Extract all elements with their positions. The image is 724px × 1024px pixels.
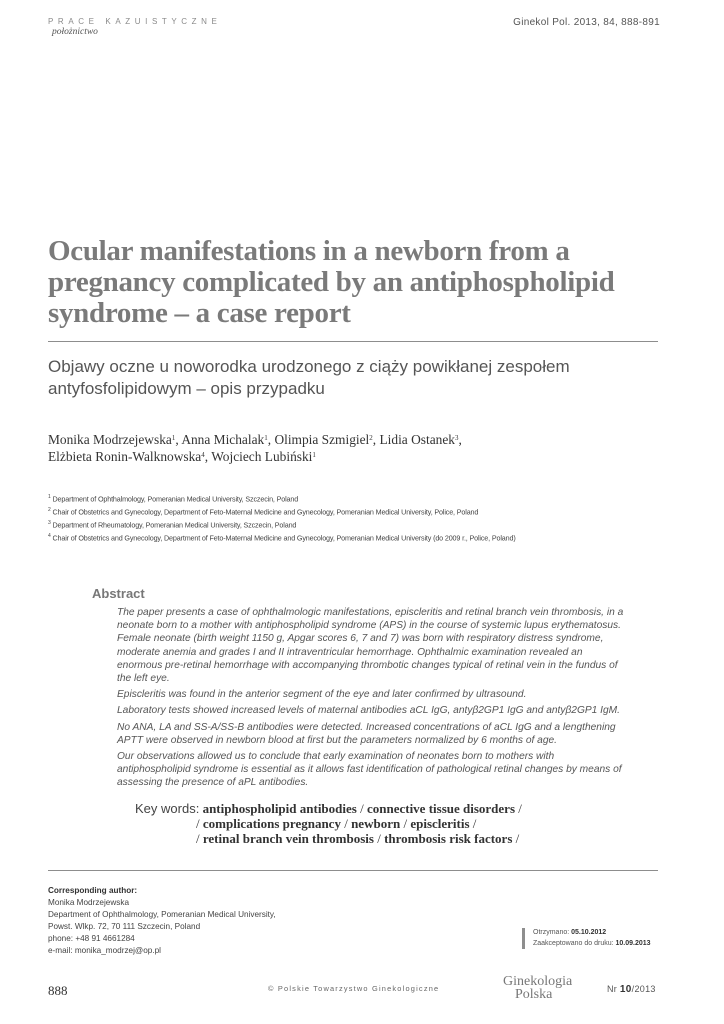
- abstract-body: [117, 606, 627, 793]
- abstract-paragraph: No ANA, LA and SS-A/SS-B antibodies were detected. Increased concentrations of aCL IgG and a lengthening APTT were observed in newborn blood at first but the parameters normalized by 6 months of age.: [117, 721, 616, 746]
- author-name: Lidia Ostanek: [379, 432, 455, 447]
- author-name: Olimpia Szmigiel: [274, 432, 370, 447]
- keyword: episcleritis: [410, 816, 470, 831]
- keywords: Key words: antiphospholipid antibodies / connective tissue disorders / / complications pregnancy / newborn / episcleritis / / retinal branch vein thrombosis / thrombosis risk factors /: [135, 801, 522, 846]
- accepted-date: 10.09.2013: [615, 939, 651, 947]
- corresponding-heading: Corresponding author:: [48, 886, 138, 895]
- affiliation-item: $^4$ Chair of Obstetrics and Gynecology, Department of Feto-Maternal Medicine and Gynecology, Pomeranian Medical University (do 2009 r., Police, Poland): [48, 532, 516, 543]
- author-affiliation-mark: 1: [264, 434, 268, 442]
- keyword: complications pregnancy: [202, 816, 341, 831]
- footer-divider: [48, 870, 658, 871]
- author-affiliation-mark: 4: [201, 451, 205, 459]
- copyright-notice: © Polskie Towarzystwo Ginekologiczne: [268, 984, 440, 993]
- author-name: Elżbieta Ronin-Walknowska: [48, 449, 202, 464]
- issue-number: Nr 10/2013: [607, 984, 656, 995]
- section-label: PRACE KAZUISTYCZNE: [48, 17, 222, 26]
- author-affiliation-mark: 3: [454, 434, 459, 442]
- article-subtitle: Objawy oczne u noworodka urodzonego z ciąży powikłanej zespołem antyfosfolipidowym – opis przypadku: [48, 357, 570, 398]
- author-name: Anna Michalak: [181, 432, 265, 447]
- author-affiliation-mark: 1: [171, 434, 176, 442]
- corresponding-line: phone: +48 91 4661284: [48, 934, 135, 943]
- received-date: 05.10.2012: [571, 929, 607, 936]
- author-name: Wojciech Lubiński: [211, 449, 313, 464]
- keywords-label: Key words:: [135, 801, 200, 816]
- affiliation-list: [48, 492, 688, 544]
- journal-citation: Ginekol Pol. 2013, 84, 888-891: [513, 17, 660, 28]
- corresponding-line: Powst. Wlkp. 72, 70 111 Szczecin, Poland: [48, 922, 201, 931]
- author-affiliation-mark: 1: [312, 451, 316, 459]
- section-subtitle: położnictwo: [52, 27, 98, 37]
- keyword: connective tissue disorders: [366, 801, 516, 816]
- page-number: 888: [48, 983, 68, 998]
- title-divider: [48, 341, 658, 342]
- keyword: retinal branch vein thrombosis: [202, 831, 374, 846]
- affiliation-item: $^2$ Chair of Obstetrics and Gynecology, Department of Feto-Maternal Medicine and Gynecology, Pomeranian Medical University, Police, Poland: [48, 506, 479, 517]
- affiliation-item: $^1$ Department of Ophthalmology, Pomeranian Medical University, Szczecin, Poland: [48, 494, 299, 504]
- article-title: Ocular manifestations in a newborn from a pregnancy complicated by an antiphospholipid syndrome – a case report: [48, 235, 615, 329]
- corresponding-email: e-mail: monika_modrzej@op.pl: [48, 946, 161, 955]
- author-name: Monika Modrzejewska: [48, 432, 172, 447]
- keyword: newborn: [351, 816, 401, 831]
- affiliation-item: $^3$ Department of Rheumatology, Pomeranian Medical University, Szczecin, Poland: [48, 519, 297, 530]
- keyword: thrombosis risk factors: [384, 831, 513, 846]
- abstract-paragraph: The paper presents a case of ophthalmologic manifestations, episcleritis and retinal branch vein thrombosis, in a neonate born to a mother with antiphospholipid syndrome (APS) in the course of systemic lupus erythematosus. Female neonate (birth weight 1150 g, Apgar scores 6, 7 and 7) was born with respiratory distress syndrome, moderate anemia and grades I and II intraventricular hemorrhage. Ophthalmic examination revealed an enormous pre-retinal hemorrhage with accompanying thrombotic changes typical of retinal vein in the fundus of the left eye.: [117, 607, 624, 685]
- keyword: antiphospholipid antibodies: [202, 801, 357, 816]
- author-affiliation-mark: 2: [369, 434, 373, 442]
- abstract-paragraph: Episcleritis was found in the anterior segment of the eye and later confirmed by ultrasound.: [117, 689, 527, 701]
- corresponding-author: [48, 885, 348, 957]
- journal-logo: Ginekologia Polska: [503, 974, 573, 1002]
- abstract-paragraph: Laboratory tests showed increased levels of maternal antibodies aCL IgG, antyβ2GP1 IgG and antyβ2GP1 IgM.: [117, 705, 620, 717]
- abstract-heading: Abstract: [92, 586, 145, 601]
- abstract-paragraph: Our observations allowed us to conclude that early examination of neonates born to mothers with antiphospholipid syndrome is essential as it allows fast identification of pathological retinal changes by means of assessing the presence of aPL antibodies.: [117, 751, 622, 789]
- submission-dates: Otrzymano: 05.10.2012 Zaakceptowano do druku: 10.09.2013: [522, 928, 651, 949]
- author-list: Monika Modrzejewska$^1$, Anna Michalak$^1$, Olimpia Szmigiel$^2$, Lidia Ostanek$^3$, Elżbieta Ronin-Walknowska$^4$, Wojciech Lubiński$^1$: [48, 432, 462, 464]
- corresponding-line: Monika Modrzejewska: [48, 898, 129, 907]
- corresponding-line: Department of Ophthalmology, Pomeranian Medical University,: [48, 910, 276, 919]
